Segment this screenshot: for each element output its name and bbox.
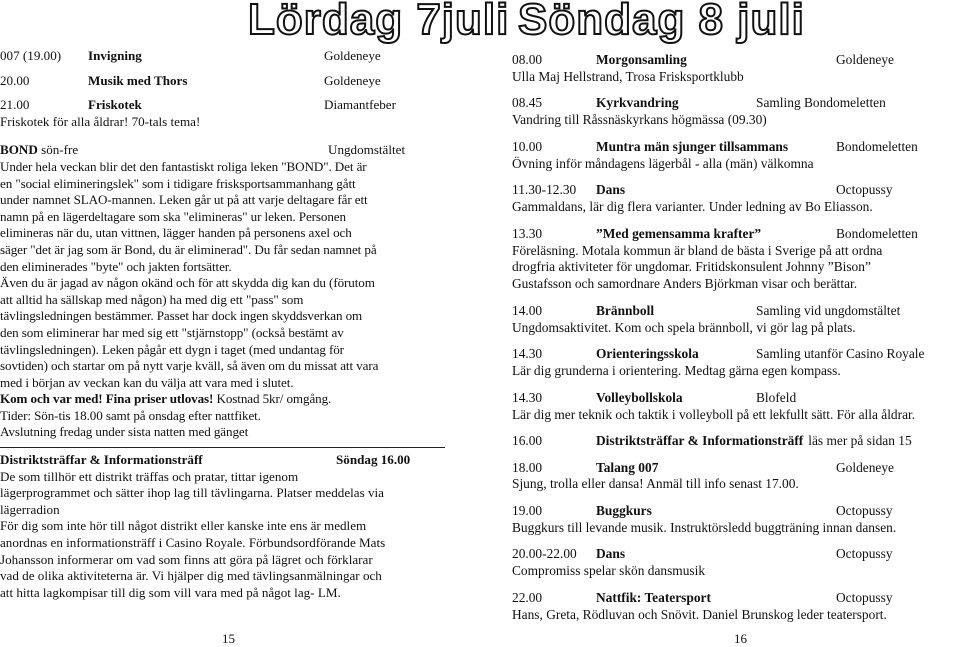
friskotek-note: Friskotek för alla åldrar! 70-tals tema!: [0, 113, 201, 129]
event-block: [512, 346, 959, 380]
text-line: lägerradion: [0, 501, 60, 517]
event-time: 16.00: [512, 433, 543, 449]
bond-location: Ungdomstältet: [328, 142, 406, 158]
event-header: [512, 346, 959, 363]
event-title: Nattfik: Teatersport: [596, 589, 711, 605]
text-line: sovtiden) och startar om på nytt varje kväll, så även om du missat att vara: [0, 358, 379, 374]
event-time: 08.00: [512, 52, 543, 67]
event-block: [512, 95, 959, 129]
dist-heading: [0, 452, 445, 469]
event-block: [512, 182, 959, 216]
text-line: Även du är jagad av någon okänd och för att skydda dig kan du (förutom: [0, 275, 375, 291]
text-line: För dig som inte hör till något distrikt eller kanske inte ens är medlem: [0, 518, 367, 534]
event-location: Octopussy: [836, 502, 893, 518]
event-description: Gammaldans, lär dig flera varianter. Under ledning av Bo Eliasson.: [512, 199, 873, 215]
text-line: anordnas en informationsträff i Casino Royale. Förbundsordförande Mats: [0, 535, 386, 551]
text-line: vad de olika aktiviteterna är. Vi hjälper dig med tävlingsanmälningar och: [0, 568, 382, 584]
event-location: Bondomeletten: [836, 138, 918, 154]
schedule-row: [0, 73, 445, 90]
event-time: 10.00: [512, 138, 543, 154]
event-block: [512, 139, 959, 173]
text-line: De som tillhör ett distrikt träffas och pratar, tittar igenom: [0, 468, 299, 484]
event-header: [512, 95, 959, 112]
event-description: Lär dig grunderna i orientering. Medtag gärna egen kompass.: [512, 363, 841, 379]
text-line: lägerprogrammet och sätter ihop lag till tävlingarna. Platser meddelas via: [0, 485, 384, 501]
text-line: att alltid ha sällskap med någon) ha med dig ett "pass" som: [0, 291, 304, 307]
page-number: 16: [734, 631, 747, 646]
event-block: [512, 460, 959, 494]
event-description: Vandring till Råssnäskyrkans högmässa (09.30): [512, 112, 767, 128]
text-line: med i början av veckan kan du välja att vara med i slutet.: [0, 374, 294, 390]
text-line: tävlingsledningen bestämmer. Passet har dock ingen skyddsverkan om: [0, 308, 363, 324]
event-title: Buggkurs: [596, 502, 652, 518]
event-title: Dans: [596, 182, 626, 198]
event-block: [512, 303, 959, 337]
event-location: Samling Bondomeletten: [756, 95, 886, 111]
event-location: Blofeld: [756, 389, 797, 405]
text-line: tävlingsledningen). Leken pågår ett dygn i taget (med undantag för: [0, 341, 344, 357]
event-location: Samling vid ungdomstältet: [756, 302, 901, 318]
event-title: Muntra män sjunger tillsammans: [596, 138, 789, 154]
event-description: Hans, Greta, Rödluvan och Snövit. Daniel Brunskog leder teatersport.: [512, 606, 887, 622]
row-location: Diamantfeber: [324, 97, 396, 113]
event-header: [512, 590, 959, 607]
schedule-row: [0, 48, 445, 65]
event-description: Ulla Maj Hellstrand, Trosa Frisksportklubb: [512, 68, 744, 84]
bond-end: Avslutning fredag under sista natten med gänget: [0, 424, 249, 440]
text-line: säger "det är jag som är Bond, du är eliminerad". Du får sedan namnet på: [0, 241, 377, 257]
text-line: Under hela veckan blir det den fantastiskt roliga leken "BOND". Det är: [0, 158, 367, 174]
bond-title: BOND: [0, 142, 38, 158]
text-line: elimineras när du, utan vittnen, lägger handen på personens axel och: [0, 225, 352, 241]
bond-when: sön-fre: [37, 142, 79, 158]
event-location: läs mer på sidan 15: [808, 433, 912, 449]
bond-prize-rest: Kostnad 5kr/ omgång.: [213, 391, 332, 407]
schedule-row: [0, 97, 445, 114]
event-description: Lär dig mer teknik och taktik i volleyboll på ett lekfullt sätt. För alla åldrar.: [512, 406, 916, 422]
event-description: drogfria aktiviteter för ungdomar. Fritidskonsulent Johnny ”Bison”: [512, 259, 871, 275]
event-header: [512, 546, 959, 563]
event-header: [512, 433, 959, 450]
text-line: den som eliminerar har med sig ett "stjärnstopp" (också bestämt av: [0, 324, 344, 340]
event-time: 13.30: [512, 225, 543, 241]
event-location: Goldeneye: [836, 459, 895, 475]
event-block: [512, 590, 959, 624]
event-block: [512, 503, 959, 537]
row-title: Invigning: [88, 48, 142, 63]
event-title: Volleybollskola: [596, 389, 683, 405]
bond-description: [0, 159, 445, 441]
row-time: 21.00: [0, 97, 30, 113]
page-number: 15: [222, 631, 235, 646]
right-page: [512, 0, 959, 645]
event-time: 14.30: [512, 389, 543, 405]
event-location: Octopussy: [836, 182, 893, 198]
right-page-heading: Söndag 8 juli: [518, 0, 805, 44]
event-header: [512, 182, 959, 199]
event-title: Talang 007: [596, 459, 659, 475]
bond-prize-line: [0, 391, 445, 408]
event-location: Samling utanför Casino Royale: [756, 346, 925, 362]
event-title: Dans: [596, 546, 626, 562]
right-content: [512, 52, 959, 633]
event-block: [512, 433, 959, 450]
event-header: [512, 503, 959, 520]
event-time: 11.30-12.30: [512, 182, 577, 198]
event-header: [512, 226, 959, 243]
event-description: Övning inför måndagens lägerbål - alla (män) välkomna: [512, 155, 814, 171]
event-block: [512, 226, 959, 294]
event-time: 14.00: [512, 302, 543, 318]
event-time: 14.30: [512, 346, 543, 362]
event-header: [512, 390, 959, 407]
event-description: Buggkurs till levande musik. Instruktörsledd buggträning innan dansen.: [512, 519, 897, 535]
text-line: Johansson informerar om vad som finns att göra på lägret och förklarar: [0, 551, 373, 567]
event-header: [512, 52, 959, 69]
event-description: Föreläsning. Motala kommun är bland de bästa i Sverige på att ordna: [512, 242, 883, 258]
event-header: [512, 303, 959, 320]
event-header: [512, 139, 959, 156]
text-line: att hitta lagkompisar till dig som vill vara med på något lag- LM.: [0, 584, 341, 600]
text-line: en "social elimineringslek" som i tidigare frisksportsammanhang gått: [0, 175, 356, 191]
event-description: Sjung, trolla eller dansa! Anmäl till info senast 17.00.: [512, 476, 799, 492]
event-title: ”Med gemensamma krafter”: [596, 225, 762, 241]
text-line: under namnet SLAO-mannen. Leken går ut på att varje deltagare får ett: [0, 192, 368, 208]
bond-heading: [0, 142, 445, 159]
event-time: 22.00: [512, 589, 543, 605]
text-line: den eliminerades "byte" och jakten fortsätter.: [0, 258, 232, 274]
row-title: Musik med Thors: [88, 72, 188, 88]
dist-title: Distriktsträffar & Informationsträff: [0, 452, 203, 468]
bond-prize-bold: Kom och var med! Fina priser utlovas!: [0, 391, 214, 407]
event-block: [512, 390, 959, 424]
event-header: [512, 460, 959, 477]
event-location: Octopussy: [836, 546, 893, 562]
event-description: Gustafsson och samordnare Anders Björkman visar och berättar.: [512, 276, 858, 292]
text-line: namn på en lägerdeltagare som ska "elimineras" ur leken. Personen: [0, 208, 346, 224]
dist-description: [0, 469, 445, 602]
event-block: [512, 546, 959, 580]
event-title: Brännboll: [596, 302, 655, 318]
row-location: Goldeneye: [324, 72, 381, 88]
left-page-heading: Lördag 7juli: [248, 0, 510, 44]
row-location: Goldeneye: [324, 48, 381, 63]
event-time: 20.00-22.00: [512, 546, 577, 562]
event-location: Bondomeletten: [836, 225, 918, 241]
row-time: 007 (19.00): [0, 48, 62, 63]
event-description: Compromiss spelar skön dansmusik: [512, 563, 706, 579]
row-time: 20.00: [0, 72, 30, 88]
bond-times: Tider: Sön-tis 18.00 samt på onsdag efter nattfiket.: [0, 407, 261, 423]
left-content: [0, 48, 445, 601]
event-title: Orienteringsskola: [596, 346, 699, 362]
event-location: Goldeneye: [836, 52, 895, 67]
event-location: Octopussy: [836, 589, 893, 605]
event-time: 08.45: [512, 95, 543, 111]
event-time: 19.00: [512, 502, 543, 518]
event-title: Distriktsträffar & Informationsträff: [596, 433, 804, 449]
event-block: [512, 52, 959, 86]
dist-when: Söndag 16.00: [336, 452, 411, 468]
section-divider: [0, 447, 445, 448]
event-title: Kyrkvandring: [596, 95, 679, 111]
event-time: 18.00: [512, 459, 543, 475]
row-title: Friskotek: [88, 97, 142, 113]
event-description: Ungdomsaktivitet. Kom och spela brännboll, vi gör lag på plats.: [512, 319, 856, 335]
event-title: Morgonsamling: [596, 52, 687, 67]
